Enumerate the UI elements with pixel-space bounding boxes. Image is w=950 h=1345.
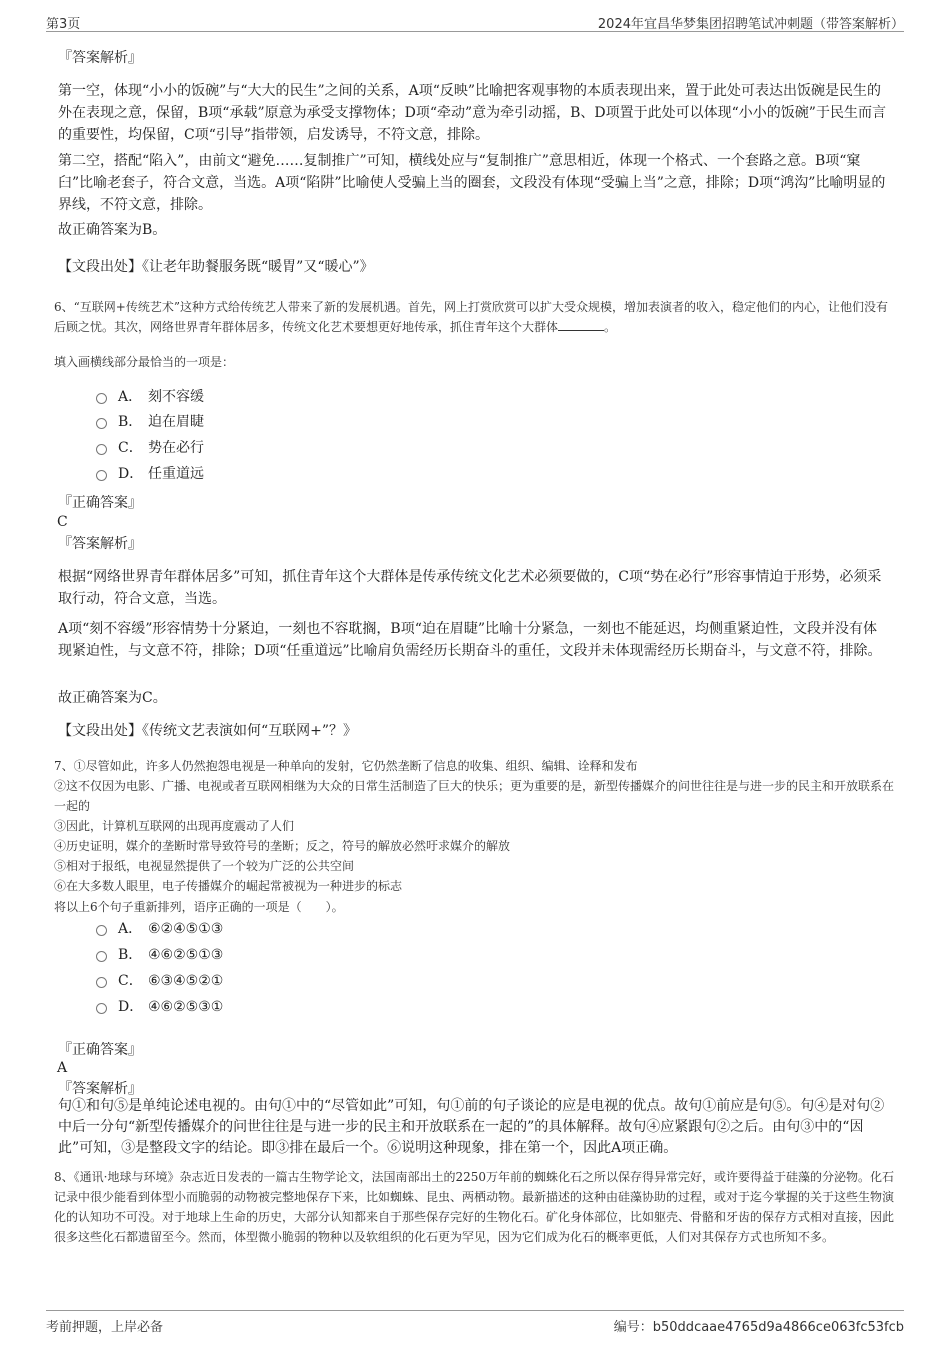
q7-line-2: ②这不仅因为电影、广播、电视或者互联网相继为大众的日常生活制造了巨大的快乐；更为重要的是，新型传播媒介的问世往往是与进一步的民主和开放联系在一起的	[54, 779, 895, 813]
option-key: D．	[118, 466, 144, 482]
q5-analysis-para1: 第一空，体现“小小的饭碗”与“大大的民生”之间的关系，A项“反映”比喻把客观事物的本质表现出来，置于此处可表达出饭碗是民生的外在表现之意，保留，B项“承载”原意为承受支撑物体；D项“牵动”意为牵引动摇，B、D项置于此处可以体现“小小的饭碗”于民生而言的重要性，均保留，C项“引导”指带领，启发诱导，不符文意，排除。	[58, 83, 886, 143]
radio-icon[interactable]	[96, 393, 107, 404]
q5-source: 【文段出处】《让老年助餐服务既“暖胃”又“暖心”》	[58, 259, 374, 275]
footer-slogan: 考前押题，上岸必备	[46, 1320, 164, 1335]
option-text: ⑥②④⑤①③	[148, 921, 224, 937]
q6-option-a[interactable]	[96, 386, 204, 408]
q6-answer: C	[57, 514, 68, 530]
option-key: A．	[118, 389, 143, 405]
q7-line-3: ③因此，计算机互联网的出现再度震动了人们	[54, 819, 295, 833]
radio-icon[interactable]	[96, 418, 107, 429]
q6-stem-text: 6、“互联网+传统艺术”这种方式给传统艺人带来了新的发展机遇。首先，网上打赏欣赏可以扩大受众规模，增加表演者的收入，稳定他们的内心，让他们没有后顾之忧。其次，网络世界青年群体居多，传统文化艺术要想更好地传承，抓住青年这个大群体	[54, 300, 888, 334]
q6-analysis-label: 『答案解析』	[58, 536, 142, 552]
option-text: 刻不容缓	[148, 389, 204, 405]
q7-line-5: ⑤相对于报纸，电视显然提供了一个较为广泛的公共空间	[54, 859, 355, 873]
q6-option-d[interactable]	[96, 463, 204, 485]
option-key: C．	[118, 440, 143, 456]
q7-analysis: 句①和句⑤是单纯论述电视的。由句①中的“尽管如此”可知，句①前的句子谈论的应是电视的优点。故句①前应是句⑤。句④是对句②中后一分句“新型传播媒介的问世往往是与进一步的民主和开放联系在一起的”的具体解释。故句④应紧跟句②之后。由句③中的“因此”可知，③是整段文字的结论。即③排在最后一个。⑥说明这种现象，排在第一个，因此A项正确。	[58, 1098, 885, 1156]
q7-answer-label: 『正确答案』	[58, 1042, 142, 1058]
radio-icon[interactable]	[96, 1003, 107, 1014]
option-text: 势在必行	[148, 440, 204, 456]
radio-icon[interactable]	[96, 977, 107, 988]
q6-option-b[interactable]	[96, 411, 204, 433]
option-key: D．	[118, 999, 144, 1015]
q8-stem: 8、《通讯·地球与环境》杂志近日发表的一篇古生物学论文，法国南部出土的2250万年前的蜘蛛化石之所以保存得异常完好，或许要得益于硅藻的分泌物。化石记录中很少能看到体型小而脆弱的动物被完整地保存下来，比如蜘蛛、昆虫、两栖动物。最新描述的这种由硅藻协助的过程，或对于迄今掌握的关于这些生物演化的认知功不可没。对于地球上生命的历史，大部分认知都来自于那些保存完好的生物化石。矿化身体部位，比如躯壳、骨骼和牙齿的保存方式相对直接，因此很多这些化石都遗留至今。然而，体型微小脆弱的物种以及软组织的化石更为罕见，因为它们成为化石的概率更低，人们对其保存方式也所知不多。	[54, 1170, 895, 1244]
q5-analysis-label: 『答案解析』	[58, 50, 142, 66]
option-key: A．	[118, 921, 143, 937]
q5-conclusion: 故正确答案为B。	[58, 222, 167, 238]
header-divider	[46, 31, 904, 32]
footer-divider	[46, 1310, 904, 1311]
q7-line-1: 7、①尽管如此，许多人仍然抱怨电视是一种单向的发射，它仍然垄断了信息的收集、组织、编辑、诠释和发布	[54, 759, 638, 773]
option-key: B．	[118, 947, 143, 963]
option-text: ⑥③④⑤②①	[148, 973, 224, 989]
q6-stem-end: 。	[604, 320, 617, 334]
q7-line-4: ④历史证明，媒介的垄断时常导致符号的垄断；反之，符号的解放必然吁求媒介的解放	[54, 839, 511, 853]
option-text: ④⑥②⑤③①	[148, 999, 224, 1015]
option-text: 任重道远	[148, 466, 204, 482]
q6-option-c[interactable]	[96, 437, 204, 459]
document-title: 2024年宜昌华梦集团招聘笔试冲刺题（带答案解析）	[597, 17, 904, 32]
q7-answer: A	[57, 1060, 68, 1076]
q7-option-a[interactable]	[96, 918, 223, 940]
q6-answer-label: 『正确答案』	[58, 495, 142, 511]
q7-option-c[interactable]	[96, 970, 223, 992]
q5-analysis-para2: 第二空，搭配“陷入”，由前文“避免……复制推广”可知，横线处应与“复制推广”意思相近，体现一个格式、一个套路之意。B项“窠臼”比喻老套子，符合文意，当选。A项“陷阱”比喻使人受骗上当的圈套，文段没有体现“受骗上当”之意，排除；D项“鸿沟”比喻明显的界线，不符文意，排除。	[58, 153, 886, 213]
q7-analysis-label: 『答案解析』	[58, 1081, 142, 1097]
radio-icon[interactable]	[96, 444, 107, 455]
q6-prompt: 填入画横线部分最恰当的一项是：	[54, 355, 235, 369]
q6-blank	[558, 318, 604, 331]
q7-option-b[interactable]	[96, 944, 223, 966]
option-text: ④⑥②⑤①③	[148, 947, 224, 963]
option-key: B．	[118, 414, 143, 430]
q6-source: 【文段出处】《传统文艺表演如何“互联网+”？》	[58, 723, 358, 739]
document-serial: 编号：b50ddcaae4765d9a4866ce063fc53fcb	[613, 1320, 904, 1335]
q7-option-d[interactable]	[96, 996, 223, 1018]
radio-icon[interactable]	[96, 470, 107, 481]
option-text: 迫在眉睫	[148, 414, 204, 430]
radio-icon[interactable]	[96, 951, 107, 962]
q7-line-6: ⑥在大多数人眼里，电子传播媒介的崛起常被视为一种进步的标志	[54, 879, 403, 893]
page-number: 第3页	[46, 17, 81, 32]
q6-conclusion: 故正确答案为C。	[58, 690, 167, 706]
q6-stem	[54, 297, 894, 337]
option-key: C．	[118, 973, 143, 989]
q6-analysis-para2: A项“刻不容缓”形容情势十分紧迫，一刻也不容耽搁，B项“迫在眉睫”比喻十分紧急，一刻也不能延迟，均侧重紧迫性，文段并没有体现紧迫性，与文意不符，排除；D项“任重道远”比喻肩负需经历长期奋斗的重任，文段并未体现需经历长期奋斗，与文意不符，排除。	[58, 621, 882, 659]
radio-icon[interactable]	[96, 925, 107, 936]
q6-analysis-para1: 根据“网络世界青年群体居多”可知，抓住青年这个大群体是传承传统文化艺术必须要做的，C项“势在必行”形容事情迫于形势，必须采取行动，符合文意，当选。	[58, 569, 882, 607]
q7-prompt: 将以上6个句子重新排列，语序正确的一项是（ ）。	[54, 900, 344, 914]
